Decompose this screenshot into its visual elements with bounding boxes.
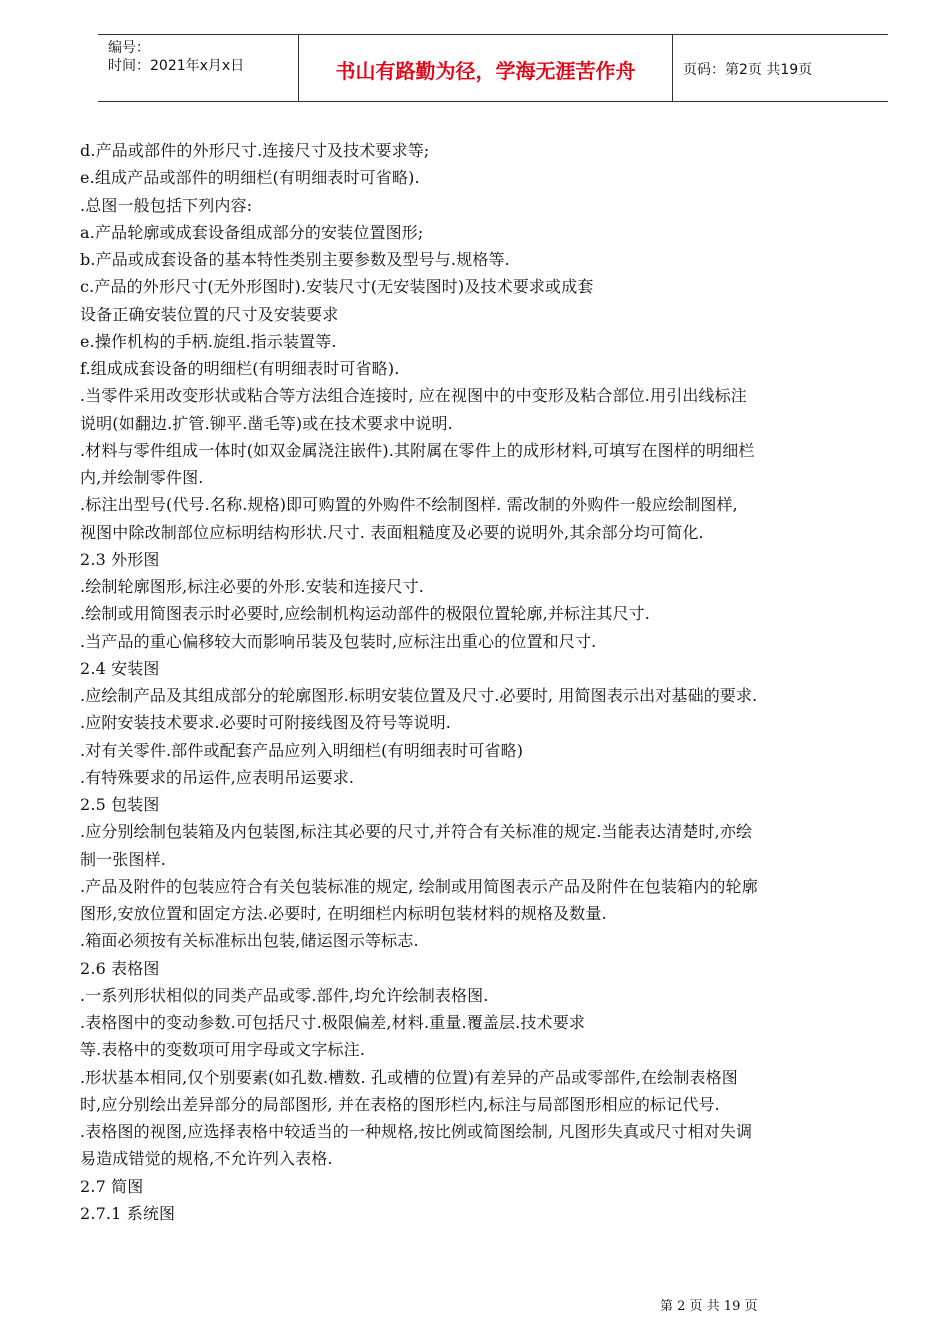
text-line: 时,应分别绘出差异部分的局部图形, 并在表格的图形栏内,标注与局部图形相应的标记代号. xyxy=(80,1094,720,1114)
section-heading: 2.7.1 系统图 xyxy=(80,1203,176,1223)
text-line: .应附安装技术要求.必要时可附接线图及符号等说明. xyxy=(80,713,452,733)
text-line: .一系列形状相似的同类产品或零.部件,均允许绘制表格图. xyxy=(80,985,489,1005)
text-line: 内,并绘制零件图. xyxy=(80,468,204,487)
text-line: .表格图中的变动参数.可包括尺寸.极限偏差,材料.重量.覆盖层.技术要求 xyxy=(80,1013,586,1032)
document-date: 时间：2021年x月x日 xyxy=(108,58,245,74)
text-line: 等.表格中的变数项可用字母或文字标注. xyxy=(80,1040,366,1060)
text-line: f.组成成套设备的明细栏(有明细表时可省略). xyxy=(80,359,400,378)
section-heading: 2.5 包装图 xyxy=(80,795,160,814)
section-heading: 2.4 安装图 xyxy=(80,658,160,678)
text-line: .应分别绘制包装箱及内包装图,标注其必要的尺寸,并符合有关标准的规定.当能表达清楚时,亦绘 xyxy=(80,822,753,842)
text-line: e.操作机构的手柄.旋组.指示装置等. xyxy=(80,331,337,351)
text-line: e.组成产品或部件的明细栏(有明细表时可省略). xyxy=(80,168,420,188)
text-line: 易造成错觉的规格,不允许列入表格. xyxy=(80,1149,333,1169)
text-line: c.产品的外形尺寸(无外形图时).安装尺寸(无安装图时)及技术要求或成套 xyxy=(80,277,594,297)
text-line: .应绘制产品及其组成部分的轮廓图形.标明安装位置及尺寸.必要时, 用简图表示出对基础的要求. xyxy=(80,686,758,705)
text-line: 图形,安放位置和固定方法.必要时, 在明细栏内标明包装材料的规格及数量. xyxy=(80,904,607,923)
text-line: 视图中除改制部位应标明结构形状.尺寸. 表面粗糙度及必要的说明外,其余部分均可简化. xyxy=(80,522,704,542)
text-line: .标注出型号(代号.名称.规格)即可购置的外购件不绘制图样. 需改制的外购件一般应绘制图样, xyxy=(80,495,738,515)
text-line: .当零件采用改变形状或粘合等方法组合连接时, 应在视图中的中变形及粘合部位.用引出线标注 xyxy=(80,386,747,406)
text-line: .材料与零件组成一体时(如双金属浇注嵌件).其附属在零件上的成形材料,可填写在图样的明细栏 xyxy=(80,440,755,460)
text-line: .绘制轮廓图形,标注必要的外形.安装和连接尺寸. xyxy=(80,577,424,596)
header-motto: 书山有路勤为径，学海无涯苦作舟 xyxy=(335,59,636,83)
text-line: d.产品或部件的外形尺寸.连接尺寸及技术要求等; xyxy=(80,141,430,160)
text-line: .当产品的重心偏移较大而影响吊装及包装时,应标注出重心的位置和尺寸. xyxy=(80,631,597,651)
header-motto-cell xyxy=(299,35,673,101)
document-body xyxy=(80,137,910,1227)
section-heading: 2.6 表格图 xyxy=(80,958,160,978)
header-left-cell xyxy=(98,35,299,101)
section-heading: 2.3 外形图 xyxy=(80,549,160,569)
text-line: .有特殊要求的吊运件,应表明吊运要求. xyxy=(80,767,355,787)
text-line: .绘制或用简图表示时必要时,应绘制机构运动部件的极限位置轮廓,并标注其尺寸. xyxy=(80,604,651,624)
text-line: .总图一般包括下列内容: xyxy=(80,195,253,215)
text-line: .产品及附件的包装应符合有关包装标准的规定, 绘制或用简图表示产品及附件在包装箱内的轮廓 xyxy=(80,876,758,896)
text-line: b.产品或成套设备的基本特性类别主要参数及型号与.规格等. xyxy=(80,250,510,269)
page-footer: 第 2 页 共 19 页 xyxy=(660,1299,758,1314)
text-line: .表格图的视图,应选择表格中较适当的一种规格,按比例或简图绘制, 凡图形失真或尺寸相对失调 xyxy=(80,1122,753,1141)
text-line: a.产品轮廓或成套设备组成部分的安装位置图形; xyxy=(80,222,424,242)
header-page-info: 页码：第2页 共19页 xyxy=(683,62,813,78)
text-line: 说明(如翻边.扩管.铆平.凿毛等)或在技术要求中说明. xyxy=(80,413,453,433)
text-line: 设备正确安装位置的尺寸及安装要求 xyxy=(80,304,339,324)
document-number-label: 编号： xyxy=(108,40,150,56)
page-header xyxy=(98,34,888,102)
text-line: .对有关零件.部件或配套产品应列入明细栏(有明细表时可省略) xyxy=(80,740,524,760)
text-line: .箱面必须按有关标准标出包装,储运图示等标志. xyxy=(80,931,419,951)
text-line: 制一张图样. xyxy=(80,849,166,869)
header-page-cell xyxy=(673,35,888,101)
text-line: .形状基本相同,仅个别要素(如孔数.槽数. 孔或槽的位置)有差异的产品或零部件,在绘制表格图 xyxy=(80,1067,738,1087)
section-heading: 2.7 简图 xyxy=(80,1176,144,1196)
